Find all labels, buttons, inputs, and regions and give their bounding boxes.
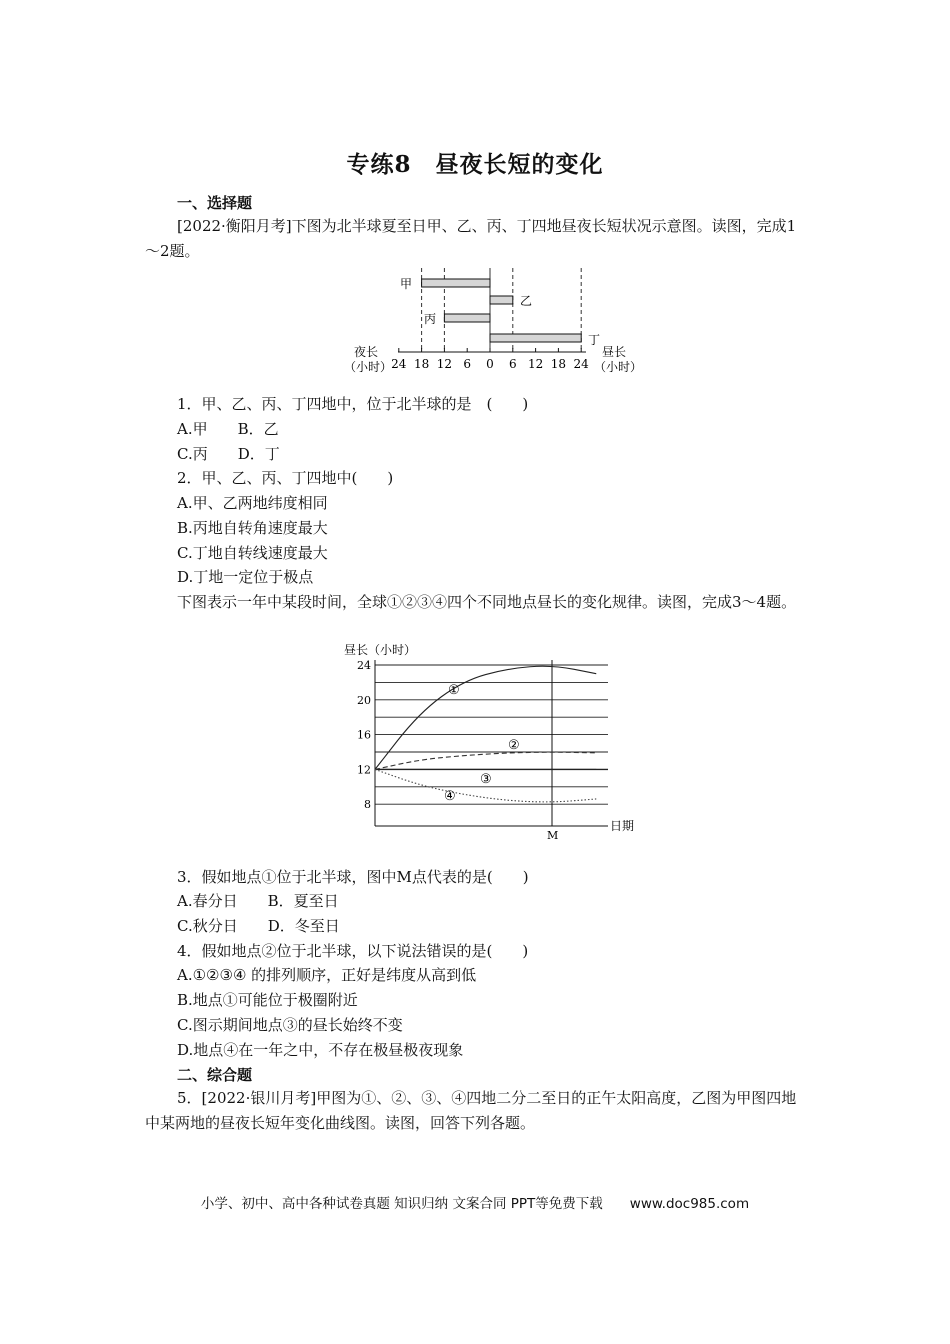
question-3-options-ab: A.春分日 B．夏至日 [177,892,339,910]
y-tick-label: 16 [357,728,371,742]
place-label-jia: 甲 [400,277,413,291]
day-length-line-chart [340,640,650,840]
x-tick-label: 18 [413,357,430,371]
footer-text: 小学、初中、高中各种试卷真题 知识归纳 文案合同 PPT等免费下载 www.doc985.com [200,1196,750,1212]
x-tick-label: 6 [508,357,517,371]
y-tick-label: 24 [357,659,371,672]
x-marker-m: M [547,829,559,840]
x-tick-label: 12 [436,357,453,371]
question-5: 5．[2022·银川月考]甲图为①、②、③、④四地二分二至日的正午太阳高度，乙图为甲图四地中某两地的昼夜长短年变化曲线图。读图，回答下列各题。 [145,1089,797,1132]
curve-label-4: ④ [444,789,456,804]
x-tick-label: 24 [391,357,407,371]
x-axis-title: 日期 [610,819,635,833]
question-1: 1．甲、乙、丙、丁四地中，位于北半球的是 ( ) [177,395,529,413]
x-tick-label: 12 [527,357,544,371]
place-label-bing: 丙 [424,312,437,326]
y-tick-label: 12 [357,763,371,777]
day-bar-乙 [490,296,513,304]
question-3: 3．假如地点①位于北半球，图中M点代表的是( ) [177,868,529,886]
curve-2 [375,752,596,769]
x-tick-label: 18 [550,357,567,371]
day-bar-丁 [490,334,581,342]
question-4-option-c: C.图示期间地点③的昼长始终不变 [177,1016,403,1034]
y-tick-label: 8 [364,798,371,812]
x-tick-label: 6 [463,357,472,371]
curve-label-1: ① [448,683,460,698]
night-bar-甲 [422,279,490,287]
question-2-option-b: B.丙地自转角速度最大 [177,519,328,537]
question-4: 4．假如地点②位于北半球，以下说法错误的是( ) [177,942,529,960]
day-night-bar-chart [340,264,650,380]
page-title: 专练8 昼夜长短的变化 [346,151,604,178]
question-3-options-cd: C.秋分日 D．冬至日 [177,917,340,935]
y-axis-title: 昼长（小时） [344,643,417,657]
curve-label-3: ③ [480,772,492,787]
question-2: 2．甲、乙、丙、丁四地中( ) [177,469,394,487]
curve-1 [375,666,596,769]
question-4-option-b: B.地点①可能位于极圈附近 [177,991,358,1009]
intro-paragraph-1: [2022·衡阳月考]下图为北半球夏至日甲、乙、丙、丁四地昼夜长短状况示意图。读图，完成1～2题。 [145,217,797,260]
curve-label-2: ② [508,738,520,753]
question-1-options-ab: A.甲 B．乙 [177,420,279,438]
question-4-option-d: D.地点④在一年之中，不存在极昼极夜现象 [177,1041,464,1059]
question-2-option-d: D.丁地一定位于极点 [177,568,314,586]
night-length-axis-unit: （小时） [344,360,393,374]
day-length-axis-label: 昼长 [602,345,627,359]
section-heading-comprehensive: 二、综合题 [177,1066,253,1084]
question-4-option-a: A.①②③④ 的排列顺序，正好是纬度从高到低 [177,966,477,984]
question-2-option-a: A.甲、乙两地纬度相同 [177,494,328,512]
night-length-axis-label: 夜长 [354,345,379,359]
x-tick-label: 24 [573,357,589,371]
day-length-axis-unit: （小时） [594,360,643,374]
night-bar-丙 [444,314,490,322]
y-tick-label: 20 [357,693,371,707]
place-label-ding: 丁 [588,333,601,347]
intro-paragraph-2: 下图表示一年中某段时间，全球①②③④四个不同地点昼长的变化规律。读图，完成3～4题。 [177,593,797,611]
place-label-yi: 乙 [520,294,533,308]
x-tick-label: 0 [486,357,494,371]
section-heading-choice: 一、选择题 [177,194,253,212]
question-1-options-cd: C.丙 D．丁 [177,445,280,463]
question-2-option-c: C.丁地自转线速度最大 [177,544,328,562]
